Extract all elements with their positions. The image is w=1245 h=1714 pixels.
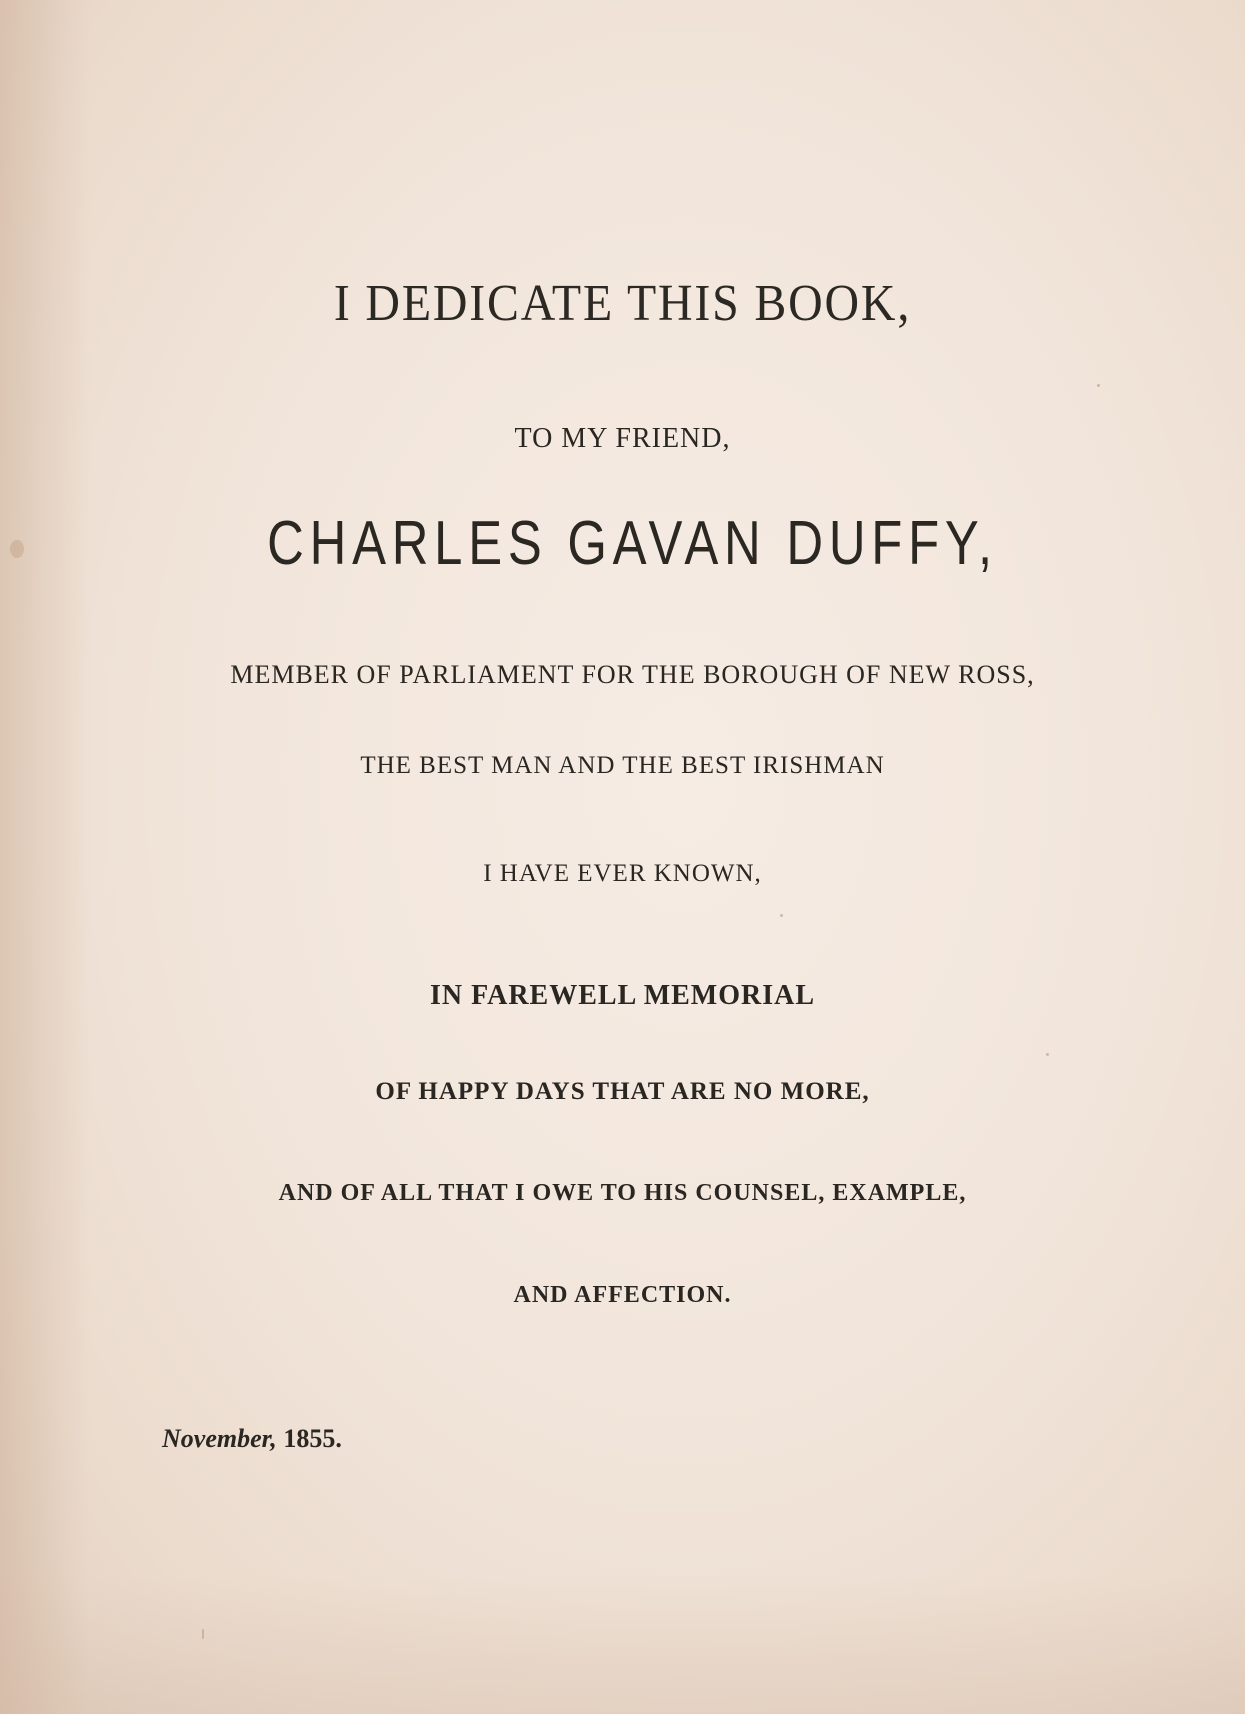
date-year: 1855. (283, 1424, 342, 1453)
to-friend-line: TO MY FRIEND, (514, 423, 731, 454)
ever-known-line: I HAVE EVER KNOWN, (483, 860, 762, 887)
paper-speck (10, 540, 24, 558)
farewell-line: IN FAREWELL MEMORIAL (429, 980, 816, 1011)
affection-line: AND AFFECTION. (513, 1282, 732, 1308)
best-man-line: THE BEST MAN AND THE BEST IRISHMAN (360, 752, 885, 779)
dedication-heading: I DEDICATE THIS BOOK, (333, 275, 912, 332)
date-month: November, (162, 1424, 277, 1453)
dedication-date (162, 1424, 342, 1454)
paper-speck (202, 1629, 204, 1639)
owe-line: AND OF ALL THAT I OWE TO HIS COUNSEL, EXAMPLE, (278, 1180, 967, 1206)
dedicatee-name: CHARLES GAVAN DUFFY, (267, 509, 998, 578)
paper-speck (1046, 1053, 1049, 1056)
happy-days-line: OF HAPPY DAYS THAT ARE NO MORE, (375, 1078, 870, 1105)
member-line: MEMBER OF PARLIAMENT FOR THE BOROUGH OF NEW ROSS, (230, 660, 1035, 689)
paper-speck (1097, 384, 1100, 387)
paper-speck (780, 914, 783, 917)
